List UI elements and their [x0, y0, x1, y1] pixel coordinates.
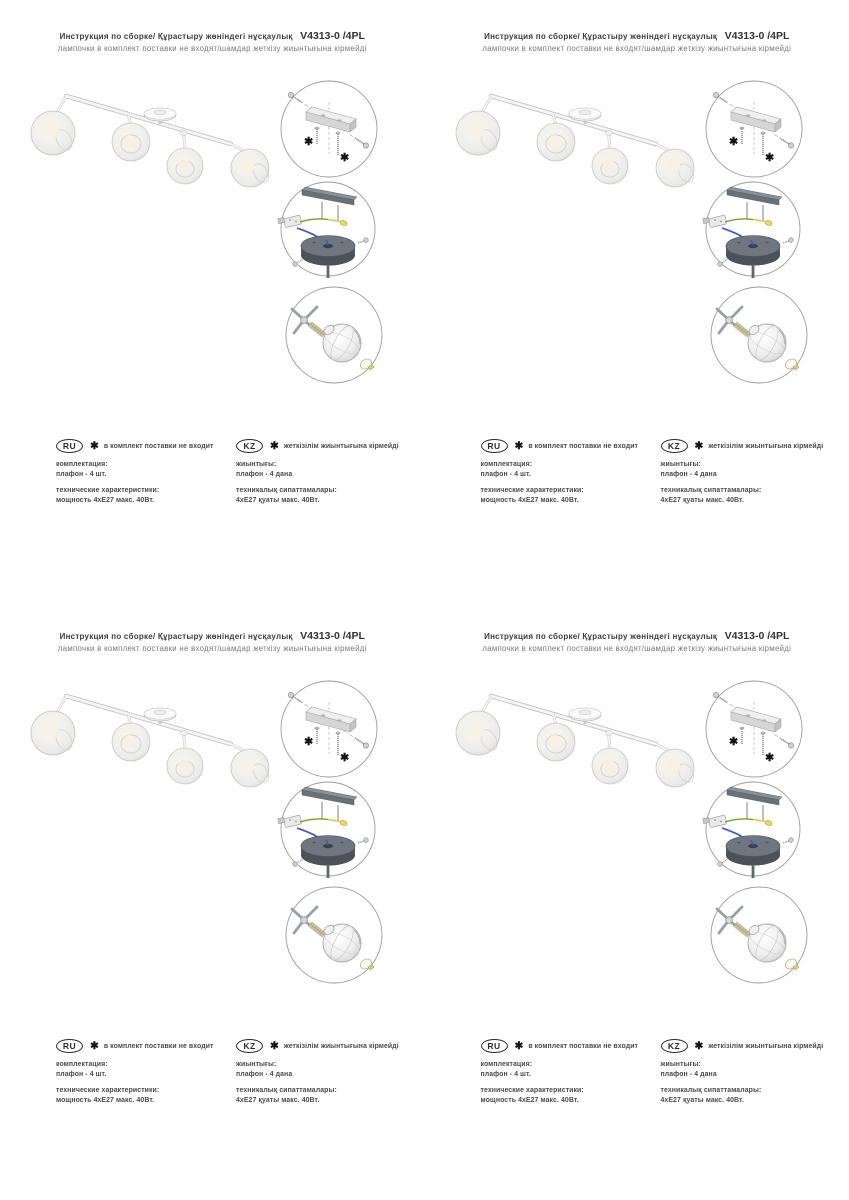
kz-info-section [661, 439, 841, 505]
title-text: Инструкция по сборке/ Құрастыру жөніндегі нұсқаулық [59, 32, 293, 41]
kz-language-badge: KZ [236, 1039, 263, 1053]
ru-spec-group [56, 1086, 228, 1105]
globe-shade-1 [31, 97, 75, 155]
ru-info-section [481, 439, 653, 505]
globe-shade-3 [592, 130, 628, 184]
step2-wiring-diagram [278, 182, 375, 278]
kz-kit-group [236, 1060, 416, 1079]
step1-bracket-diagram [706, 81, 802, 177]
title-text: Инструкция по сборке/ Құрастыру жөніндегі нұсқаулық [59, 632, 293, 641]
assembly-steps-illustration [270, 78, 402, 396]
title-text: Инструкция по сборке/ Құрастыру жөніндегі нұсқаулық [484, 32, 718, 41]
instruction-panel [425, 0, 849, 600]
kz-spec-label: техникалық сипаттамалары: [236, 487, 337, 495]
kz-kit-label: жиынтығы: [236, 1061, 277, 1068]
asterisk-mark: ✱ [270, 1040, 279, 1052]
kz-kit-value: плафон - 4 дана [236, 470, 293, 478]
kz-info-section [661, 1039, 841, 1105]
globe-shade-4 [231, 744, 272, 787]
panel-title [425, 26, 849, 44]
kz-spec-label: техникалық сипаттамалары: [236, 1087, 337, 1095]
subtitle-note: лампочки в комплект поставки не входят/шамдар жеткізу жиынтығына кірмейді [482, 44, 792, 53]
ru-info-section [481, 1039, 653, 1105]
step3-bulb-diagram [711, 887, 807, 983]
kz-kit-group [236, 460, 416, 479]
ru-language-badge: RU [481, 439, 508, 453]
kz-not-included-note: жеткізілім жиынтығына кірмейді [708, 442, 824, 450]
kz-language-badge: KZ [236, 439, 263, 453]
globe-shade-4 [231, 144, 272, 187]
asterisk-mark: ✱ [514, 1040, 524, 1052]
not-included-asterisk: ✱ [340, 752, 350, 764]
asterisk-mark: ✱ [90, 1040, 99, 1052]
kz-not-included-note: жеткізілім жиынтығына кірмейді [708, 1042, 824, 1050]
model-number: V4313-0 /4PL [724, 30, 790, 42]
kz-kit-group [661, 460, 841, 479]
ru-spec-label: технические характеристики: [56, 487, 160, 495]
kz-info-section [236, 439, 416, 505]
ru-kit-label: комплектация: [56, 1061, 108, 1068]
step2-wiring-diagram [278, 782, 375, 878]
kz-language-badge: KZ [661, 1039, 688, 1053]
ru-kit-group [56, 460, 228, 479]
lamp-illustration [443, 686, 705, 798]
model-number: V4313-0 /4PL [300, 30, 365, 42]
ru-kit-label: комплектация: [480, 1061, 533, 1068]
lamp-illustration [18, 686, 280, 798]
ru-spec-label: технические характеристики: [56, 1087, 160, 1095]
kz-note-row [236, 1039, 416, 1053]
instruction-panel [425, 600, 849, 1200]
ru-info-section [56, 1039, 228, 1105]
ru-spec-label: технические характеристики: [480, 1087, 584, 1095]
globe-shade-3 [167, 730, 203, 784]
kz-spec-value: 4хЕ27 қуаты макс. 40Вт. [236, 496, 320, 504]
globe-shade-4 [656, 144, 697, 187]
ru-language-badge: RU [481, 1039, 508, 1053]
not-included-asterisk: ✱ [304, 736, 314, 748]
kz-kit-value: плафон - 4 дана [660, 470, 717, 478]
kz-spec-value: 4хЕ27 қуаты макс. 40Вт. [236, 1096, 320, 1104]
kz-spec-group [661, 1086, 841, 1105]
ru-kit-value: плафон - 4 шт. [56, 1070, 107, 1078]
ru-kit-value: плафон - 4 шт. [56, 470, 107, 478]
ru-spec-value: мощность 4хЕ27 макс. 40Вт. [56, 496, 155, 504]
asterisk-mark: ✱ [90, 440, 99, 452]
ru-spec-value: мощность 4хЕ27 макс. 40Вт. [480, 496, 579, 504]
kz-info-section [236, 1039, 416, 1105]
panel-title [0, 626, 425, 644]
kz-kit-label: жиынтығы: [660, 1061, 701, 1068]
ru-spec-group [481, 486, 653, 505]
kz-note-row [661, 439, 841, 453]
kz-spec-label: техникалық сипаттамалары: [660, 1087, 762, 1095]
globe-shade-1 [456, 697, 500, 755]
step1-bracket-diagram [706, 681, 802, 777]
kz-not-included-note: жеткізілім жиынтығына кірмейді [283, 442, 399, 450]
ru-spec-value: мощность 4хЕ27 макс. 40Вт. [56, 1096, 155, 1104]
kz-spec-value: 4хЕ27 қуаты макс. 40Вт. [660, 496, 744, 504]
ru-note-row [56, 439, 228, 453]
step2-wiring-diagram [702, 782, 799, 878]
ru-note-row [481, 439, 653, 453]
asterisk-mark: ✱ [514, 440, 524, 452]
ru-info-section [56, 439, 228, 505]
kz-spec-group [661, 486, 841, 505]
ru-kit-label: комплектация: [56, 461, 108, 468]
step3-bulb-diagram [286, 287, 382, 383]
ru-kit-group [481, 1060, 653, 1079]
ru-language-badge: RU [56, 439, 83, 453]
lamp-illustration [443, 86, 705, 198]
not-included-asterisk: ✱ [764, 152, 774, 164]
globe-shade-3 [167, 130, 203, 184]
ru-language-badge: RU [56, 1039, 83, 1053]
instruction-panel [0, 0, 425, 600]
asterisk-mark: ✱ [694, 440, 704, 452]
globe-shade-1 [456, 97, 500, 155]
step1-bracket-diagram [281, 81, 377, 177]
kz-language-badge: KZ [661, 439, 688, 453]
ru-kit-group [481, 460, 653, 479]
kz-note-row [236, 439, 416, 453]
step2-wiring-diagram [702, 182, 799, 278]
subtitle-note: лампочки в комплект поставки не входят/шамдар жеткізу жиынтығына кірмейді [482, 644, 792, 653]
ru-kit-value: плафон - 4 шт. [480, 470, 531, 478]
assembly-steps-illustration [695, 678, 827, 996]
panel-title [425, 626, 849, 644]
globe-shade-4 [656, 744, 697, 787]
kz-kit-value: плафон - 4 дана [660, 1070, 717, 1078]
kz-spec-group [236, 486, 416, 505]
assembly-steps-illustration [695, 78, 827, 396]
ru-kit-value: плафон - 4 шт. [480, 1070, 531, 1078]
globe-shade-3 [592, 730, 628, 784]
kz-not-included-note: жеткізілім жиынтығына кірмейді [283, 1042, 399, 1050]
model-number: V4313-0 /4PL [300, 630, 365, 642]
not-included-asterisk: ✱ [728, 136, 738, 148]
kz-spec-label: техникалық сипаттамалары: [660, 487, 762, 495]
globe-shade-1 [31, 697, 75, 755]
ru-note-row [481, 1039, 653, 1053]
ru-not-included-note: в комплект поставки не входит [528, 442, 639, 450]
asterisk-mark: ✱ [270, 440, 279, 452]
ru-not-included-note: в комплект поставки не входит [103, 1042, 214, 1050]
ru-not-included-note: в комплект поставки не входит [528, 1042, 639, 1050]
step3-bulb-diagram [286, 887, 382, 983]
kz-note-row [661, 1039, 841, 1053]
kz-kit-label: жиынтығы: [660, 461, 701, 468]
subtitle-note: лампочки в комплект поставки не входят/шамдар жеткізу жиынтығына кірмейді [57, 644, 367, 653]
assembly-steps-illustration [270, 678, 402, 996]
not-included-asterisk: ✱ [304, 136, 314, 148]
not-included-asterisk: ✱ [764, 752, 774, 764]
kz-spec-value: 4хЕ27 қуаты макс. 40Вт. [660, 1096, 744, 1104]
asterisk-mark: ✱ [694, 1040, 704, 1052]
ru-spec-group [481, 1086, 653, 1105]
not-included-asterisk: ✱ [728, 736, 738, 748]
title-text: Инструкция по сборке/ Құрастыру жөніндегі нұсқаулық [484, 632, 718, 641]
instruction-panel [0, 600, 425, 1200]
kz-spec-group [236, 1086, 416, 1105]
ru-kit-group [56, 1060, 228, 1079]
kz-kit-group [661, 1060, 841, 1079]
ru-spec-value: мощность 4хЕ27 макс. 40Вт. [480, 1096, 579, 1104]
ru-spec-group [56, 486, 228, 505]
not-included-asterisk: ✱ [340, 152, 350, 164]
step3-bulb-diagram [711, 287, 807, 383]
ru-note-row [56, 1039, 228, 1053]
ru-not-included-note: в комплект поставки не входит [103, 442, 214, 450]
kz-kit-label: жиынтығы: [236, 461, 277, 468]
model-number: V4313-0 /4PL [724, 630, 790, 642]
ru-kit-label: комплектация: [480, 461, 533, 468]
subtitle-note: лампочки в комплект поставки не входят/шамдар жеткізу жиынтығына кірмейді [57, 44, 367, 53]
kz-kit-value: плафон - 4 дана [236, 1070, 293, 1078]
lamp-illustration [18, 86, 280, 198]
panel-title [0, 26, 425, 44]
ru-spec-label: технические характеристики: [480, 487, 584, 495]
step1-bracket-diagram [281, 681, 377, 777]
